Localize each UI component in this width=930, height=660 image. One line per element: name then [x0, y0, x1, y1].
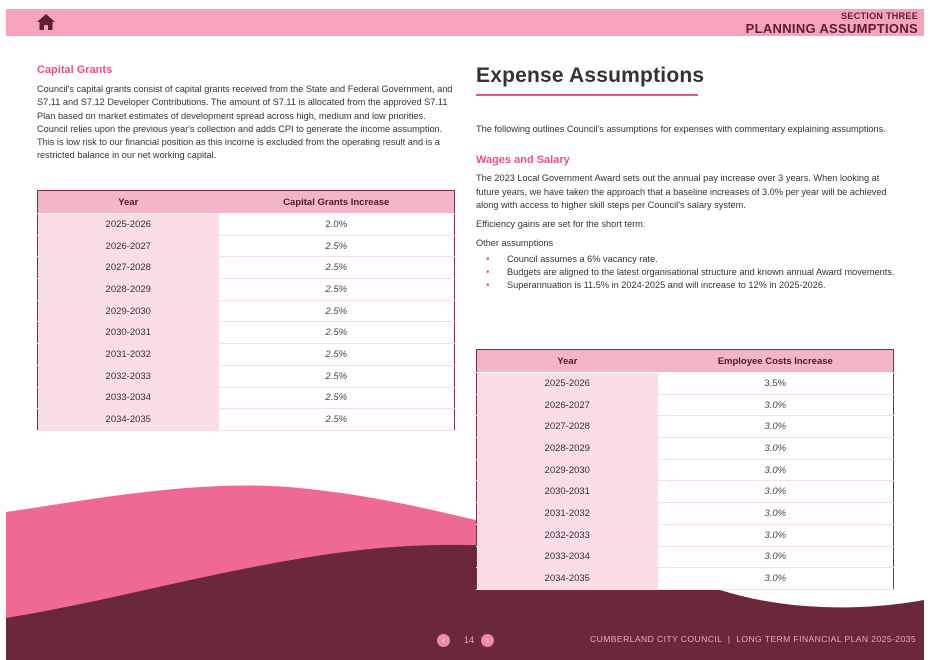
- table-row: [477, 568, 894, 590]
- increase-cell: 2.5%: [219, 235, 455, 257]
- wages-paragraph: The 2023 Local Government Award sets out the annual pay increase over 3 years. When looking at future years, we have taken the approach that a baseline increases of 3.0% per year will be achieved along with access to higher skill steps per Council's salary system.: [476, 173, 887, 210]
- increase-cell: 2.5%: [219, 300, 455, 322]
- table-row: [477, 438, 894, 460]
- increase-cell: 3.0%: [658, 503, 894, 525]
- column-header-employee-costs-increase: Employee Costs Increase: [658, 350, 894, 373]
- year-cell: 2033-2034: [477, 546, 658, 568]
- table-row: [477, 481, 894, 503]
- home-button[interactable]: [36, 13, 56, 31]
- list-item: • Council assumes a 6% vacancy rate.: [476, 253, 896, 266]
- list-item: • Budgets are aligned to the latest organisational structure and known annual Award movements.: [476, 266, 896, 279]
- capital-grants-paragraph: Council's capital grants consist of capital grants received from the State and Federal Government, and S7.11 and S7.12 Developer Contributions. The amount of S7.11 is allocated from the approved S7.11 Plan based on market estimates of development spread across high, medium and low priorities. Council relies upon the previous year's collection and adds CPI to generate the income assumption. This is low risk to our financial position as this income is excluded from the operating result and is a restricted balance in our net working capital.: [37, 84, 453, 161]
- increase-cell: 2.5%: [219, 365, 455, 387]
- table-row: [477, 394, 894, 416]
- year-cell: 2025-2026: [477, 373, 658, 395]
- page-title: Expense Assumptions: [476, 64, 705, 87]
- capital-grants-section: [37, 64, 457, 163]
- employee-costs-table: [476, 349, 894, 590]
- year-cell: 2032-2033: [38, 365, 219, 387]
- table-row: [477, 546, 894, 568]
- increase-cell: 2.5%: [219, 279, 455, 301]
- year-cell: 2034-2035: [477, 568, 658, 590]
- increase-cell: 2.5%: [219, 344, 455, 366]
- home-icon: [36, 13, 56, 31]
- table-header-row: [477, 350, 894, 373]
- year-cell: 2025-2026: [38, 214, 219, 236]
- table-row: [477, 524, 894, 546]
- expense-intro: The following outlines Council's assumptions for expenses with commentary explaining assumptions.: [476, 124, 886, 134]
- increase-cell: 3.0%: [658, 416, 894, 438]
- footer-separator: |: [727, 634, 731, 644]
- title-underline: [476, 94, 698, 96]
- year-cell: 2034-2035: [38, 409, 219, 431]
- year-cell: 2031-2032: [38, 344, 219, 366]
- table-row: [38, 409, 455, 431]
- increase-cell: 3.0%: [658, 524, 894, 546]
- next-page-button[interactable]: [481, 634, 494, 647]
- section-label: SECTION THREE: [841, 11, 918, 21]
- year-cell: 2029-2030: [477, 459, 658, 481]
- year-cell: 2029-2030: [38, 300, 219, 322]
- expense-assumptions-section: [476, 64, 896, 293]
- year-cell: 2033-2034: [38, 387, 219, 409]
- year-cell: 2027-2028: [477, 416, 658, 438]
- year-cell: 2028-2029: [38, 279, 219, 301]
- page-navigation: [437, 634, 497, 648]
- table-row: [38, 387, 455, 409]
- table-row: [38, 214, 455, 236]
- capital-grants-heading: Capital Grants: [37, 64, 113, 76]
- section-title: PLANNING ASSUMPTIONS: [745, 21, 918, 36]
- footer-org-name: CUMBERLAND CITY COUNCIL: [590, 634, 722, 644]
- table-row: [38, 322, 455, 344]
- increase-cell: 3.0%: [658, 438, 894, 460]
- column-header-capital-grants-increase: Capital Grants Increase: [219, 191, 455, 214]
- year-cell: 2026-2027: [477, 394, 658, 416]
- footer-plan-name: LONG TERM FINANCIAL PLAN 2025-2035: [736, 634, 916, 644]
- table-row: [477, 373, 894, 395]
- page-number: 14: [463, 635, 474, 645]
- list-item: • Superannuation is 11.5% in 2024-2025 and will increase to 12% in 2025-2026.: [476, 279, 896, 292]
- efficiency-paragraph: Efficiency gains are set for the short term.: [476, 219, 646, 230]
- header-bar: [6, 9, 924, 36]
- column-header-year: Year: [38, 191, 219, 214]
- increase-cell: 2.5%: [219, 257, 455, 279]
- table-row: [477, 416, 894, 438]
- table-row: [38, 344, 455, 366]
- increase-cell: 2.5%: [219, 322, 455, 344]
- footer-document-title: [590, 634, 916, 644]
- increase-cell: 3.0%: [658, 568, 894, 590]
- chevron-right-icon: ›: [486, 635, 489, 645]
- table-row: [38, 279, 455, 301]
- table-row: [477, 503, 894, 525]
- assumptions-list: [476, 253, 896, 293]
- increase-cell: 3.0%: [658, 394, 894, 416]
- increase-cell: 3.0%: [658, 546, 894, 568]
- column-header-year: Year: [477, 350, 658, 373]
- table-row: [38, 300, 455, 322]
- table-row: [38, 365, 455, 387]
- table-header-row: [38, 191, 455, 214]
- increase-cell: 2.0%: [219, 214, 455, 236]
- year-cell: 2026-2027: [38, 235, 219, 257]
- year-cell: 2028-2029: [477, 438, 658, 460]
- increase-cell: 3.0%: [658, 459, 894, 481]
- wages-heading: Wages and Salary: [476, 154, 570, 167]
- year-cell: 2031-2032: [477, 503, 658, 525]
- chevron-left-icon: ‹: [442, 635, 445, 645]
- year-cell: 2030-2031: [38, 322, 219, 344]
- year-cell: 2027-2028: [38, 257, 219, 279]
- year-cell: 2032-2033: [477, 524, 658, 546]
- capital-grants-table: [37, 190, 455, 431]
- table-row: [38, 257, 455, 279]
- increase-cell: 3.0%: [658, 481, 894, 503]
- previous-page-button[interactable]: [437, 634, 450, 647]
- year-cell: 2030-2031: [477, 481, 658, 503]
- table-row: [38, 235, 455, 257]
- increase-cell: 3.5%: [658, 373, 894, 395]
- table-row: [477, 459, 894, 481]
- other-assumptions-label: Other assumptions: [476, 238, 554, 249]
- increase-cell: 2.5%: [219, 387, 455, 409]
- increase-cell: 2.5%: [219, 409, 455, 431]
